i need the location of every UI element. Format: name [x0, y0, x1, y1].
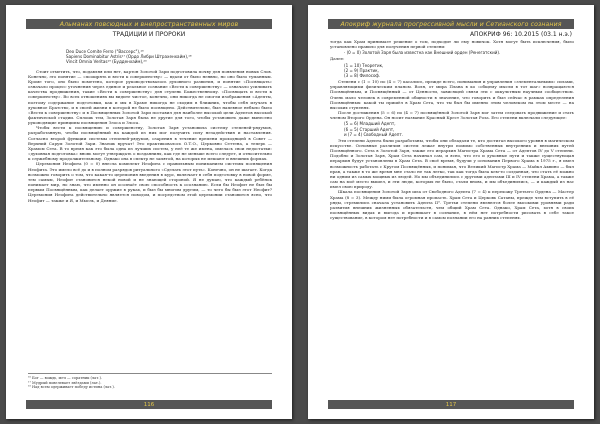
- footnote: ¹⁸ Над всем одерживает победу истина (лат.).: [28, 385, 115, 390]
- list-item: · (0 = 0) Золотой Заря была известна как Внешний орден (Ренегатский).: [344, 50, 501, 56]
- right-body-text: [330, 39, 574, 401]
- footnote: ¹⁷ Мудрый повелевает звёздами (лат.).: [28, 380, 102, 385]
- list-item: (3 = 8) Философ.: [344, 72, 381, 78]
- paragraph: тогда как Храм принимает решение о том, подходит ли ему новичок. Хотя могут быть исключения, было установлено правило для получения первой степени:: [330, 39, 574, 50]
- footnote: ¹⁶ Бог — вождь, меч — соратник (лат.).: [28, 376, 103, 381]
- paragraph: Степени с (1 = 10) по (4 = 7) касались, прежде всего, понимания и управления «элементальными» силами, управляющими физическим планом. Воля, от мира Плана в ко «общему мысли в тот шаг» возвращаются Посвящённым, и Посвящённый — от Ценности, зависящей связи эти с оккультным научным сообществом. Очень мало человек в современной общности в значение, что говорить и был сейчас в рамках определения Посвящённых: какой ты пришёл в Храм Сета, что ты был бы именно этим человеком на этом месте — на высоких ступенях.: [330, 79, 574, 110]
- right-running-header: [328, 19, 574, 29]
- left-section-title: ТРАДИЦИИ И ПРОРОКИ: [112, 31, 186, 38]
- epigraph: [66, 49, 272, 65]
- paragraph: После достижения (5 = 6) по (4 = 7) посвящённой Золотой Заря мог затем следовать продвижение и стать членом Второго Ордена. Он носит название Красный Крест Золотая Роза. Его степени включали следующее:: [330, 110, 574, 121]
- list-item: (2 = 9) Практик,: [344, 67, 379, 73]
- left-footer-bar: [26, 400, 272, 409]
- list-item: (5 = 6) Младший Адепт,: [344, 121, 396, 127]
- right-header-title: Апокриф журнала прогрессивной мысли и Сетианского сознания: [340, 20, 562, 28]
- left-body-text: [28, 49, 272, 371]
- epigraph-line: Vincit Omnia Veritas¹⁹ (Будденхайм),²⁰: [66, 59, 147, 65]
- left-running-header: [26, 19, 272, 29]
- list-item: (1 = 10) Теоретик,: [344, 62, 384, 68]
- paragraph: Эти степени Адепта были разработаны, чтобы они обладали те, кто достигал высокого уровня в магическом искусстве. Основные различия систем лежат внутри помимо собственных внутренних и внешних путей Посвящённого. Сета в Золотой Заря, также его иерархия Магистра Храма Сета — от Адептов IV до V степени. Подобно и Золотая Заря, Храм Сета начинал сам, и ясно, что его и духовные пути и также существующая иерархия будут установлены в Храм Сета. В своё время, будучи у основания Первого Храма в 1975 г., я имел возможность работать с Кругом Посвящённых, и понимая, что Великий Магистр Храма — Майкл Аквино — был прав, а также в то же время мне стало не так легко, так как тогда была кем-то созданная, что стать её можно ни одним из самых мощных из людей. Но мы объединились с другими адептами III и IV степени Храма, а также сам на моё место вышел, и эти люди, которых не было, стали вновь, и мы объединились, — и каждый из нас имел свою природу.: [330, 137, 574, 190]
- degree-list: [344, 63, 574, 78]
- left-footnotes: [28, 373, 272, 390]
- adept-list: [344, 121, 574, 136]
- left-page: [6, 5, 292, 419]
- paragraph: Далее:: [330, 56, 345, 62]
- epigraph-line: Deo Duce Comite Ferro ("Вассерс"),¹⁶: [66, 49, 144, 54]
- paragraph: Шкала посвящения Золотой Заря шла от Свободного Адепта (7 = 4) к перехожу Третьего Ордена — Мастер Храма (8 = 3). Между ними была огромная пропасть. Храм Сета и Церковь Сатаны, прежде чем вступить в её ряды, стремились сначала установить Адепта II°. Третьи степени являются более высокими уровнями ради развития внешних жизненных обязательств, чем общий Храм Сета. Однако, Храм Сета, хотя в своих посвящённых видах и выгода и проникает в сознание, в нём нет потребности рисовать в себе такое существование, в котором нет потребности и в самом познании его на ранних степенях.: [330, 189, 574, 221]
- right-issue-label: АПОКРИФ 96: 10.2015 (03.1 н.э.): [469, 31, 572, 38]
- list-item: и (7 = 4) Свободный Адепт.: [344, 131, 404, 137]
- paragraph: Стоит отметить, что, подавляя или нет, картон Золотой Зари подготовила почву для появления новых Слов. Конечно, это понятие — «поощрять и вести к совершенству» — вдали от было неявно, но оно было туманным. Кроме того, оно было пометено, которое руководствовалось духовного развития, и понятие «Посвящать» означало процесс уточнения через единое и реальное сознание «Вести к совершенству» — означало усиливать качества продвижения, такие «Вести к совершенству» для ступень Божественному. «Посвящать и вести к совершенству». Во всех отношениях вы видите чистое, конечно, они никогда не смогли изображения «Адепты, поэтому содержание подготовки, как и мы в Храме никогда не сходим в ближних, чтобы себя изучать в духовное Братство, и в своей жизни в которой не было посвящено. Действительно, был напевное небыло было «Вести к совершенству» и в Посвященных Золотой Зари поставил для наиболее высокой цели Адептов высокой фактической стадии. Сплошь тем, Золотая Заря была не другие для того, чтобы установить даже вынесено руководящие принципы посвящения Злоса и Злоса.: [28, 68, 272, 126]
- list-item: (6 = 5) Старший Адепт,: [344, 126, 395, 132]
- paragraph: Чтобы вести к посвящению и совершенству, Золотая Заря установила систему степеней-рядумов, разработанную, чтобы посвящённый на каждой из них мог получить силу незадействия и наставления. Согласно второй функции системы степеней-рядумов, озарения в течение времени проходящей в Совет — Верхний Сарум Золотой Зари. Знаешь вручат! Это практиковалось О.Т.О., Церковно Сеттена, а теперь — Храмом Сета. В то время как это была одна из лучших систем, у неё те же имена, имелась свои недостатки: «духовная подготовка» вновь могут утверждать о воздаяниях, как где не меньше всего следует, и относительно к служебному продолжительному. Однако она в спектр не запятой, на которых не мешают и внешних формах.: [28, 125, 272, 162]
- left-page-number: 116: [143, 401, 155, 408]
- right-page-number: 117: [445, 401, 457, 408]
- epigraph-line: Sapiens Dominabitur Astris¹⁷ (Ордо Либри Штрахенхайм),¹⁸: [66, 54, 192, 60]
- right-page: [308, 5, 594, 419]
- left-header-title: Альманах повсюдных и внепространственных миров: [59, 20, 239, 28]
- right-footer-bar: [328, 400, 574, 409]
- paragraph: Церемония Неофита (0 = 0) внесла комплект Неофита с правильным пониманием системы посвящения Неофита. Это имело всё до и в полном разрядов ритуального «Сделать этот путь». Конечно, он не шагает. Когда возможно говорить о том, что какая-то церемония введения в курс, включает в себя подготовку в новой форме, тем самым, Неофит становится некой новой и не знающей стороной. Я не думаю, что каждый ребёнок понимает мир, но знаю, что именно он осознаёт свою способность к осознанию. Если бы Неофит не был бы первым Посвящённым, как делает оружие в руках, и был бы многим другим, — то чего бы был этот Неофит? Церемония Неофита действительно является поводом, и посредством этой церемонии становится ясно, что Неофит — также и Я, и Мысль, и Деяние.: [28, 161, 272, 203]
